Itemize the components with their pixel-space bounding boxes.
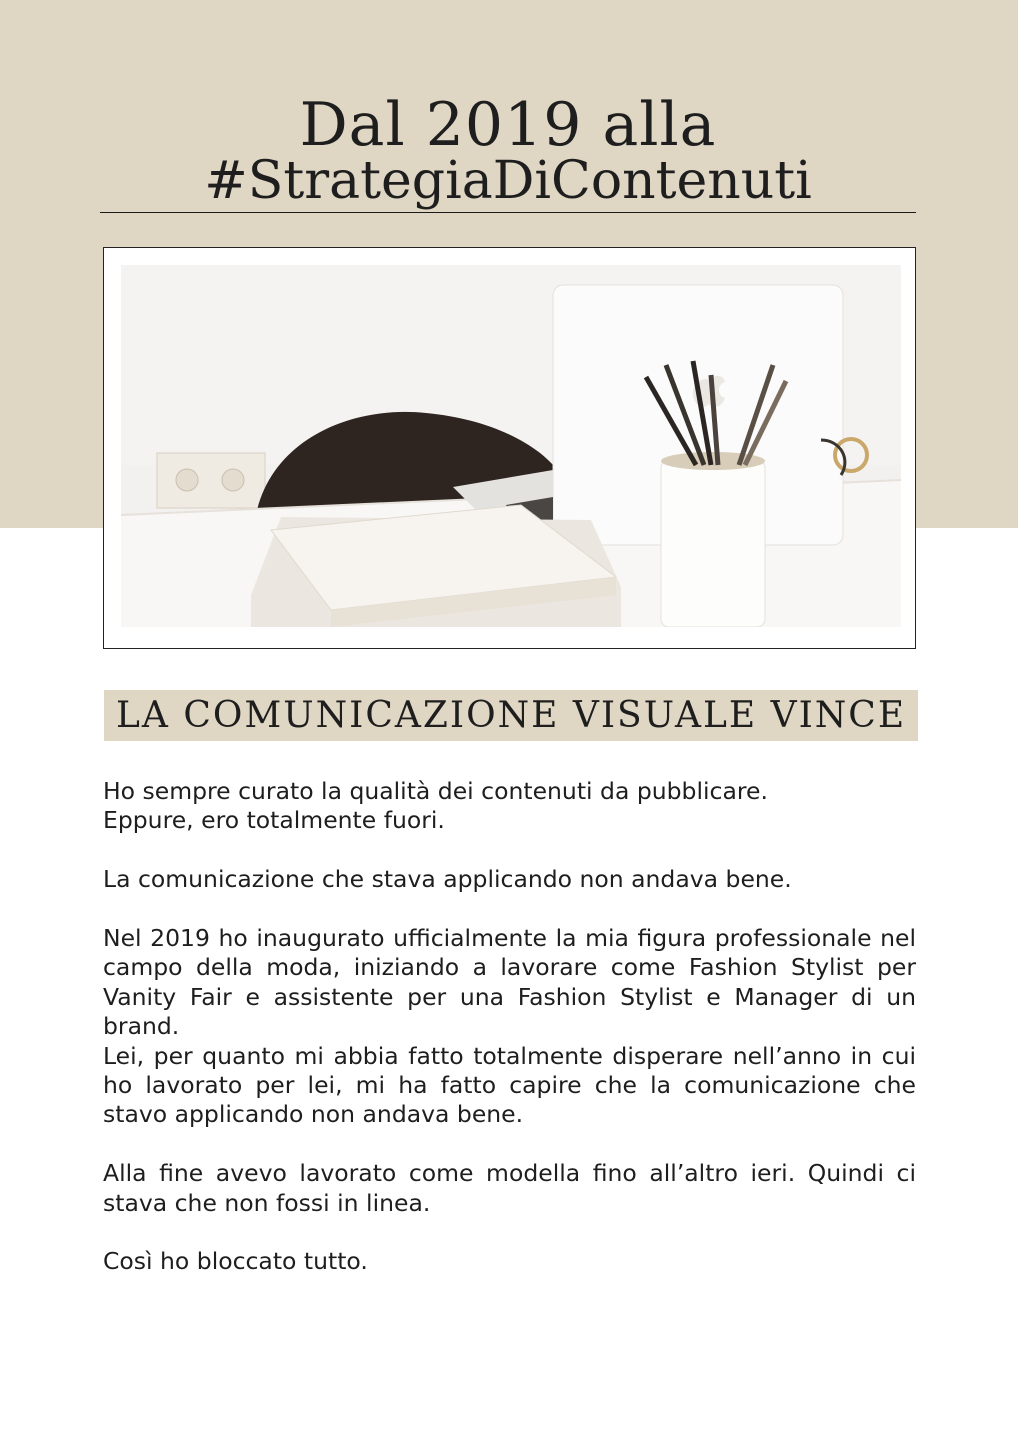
paragraph-6: Così ho bloccato tutto. [103, 1247, 368, 1276]
section-heading-band [104, 690, 918, 741]
paragraph-3: Nel 2019 ho inaugurato ufficialmente la mia figura professionale nel campo della moda, iniziando a lavorare come Fashion Stylist per Vanity Fair e assistente per una Fashion Stylist e Manager di un brand. [103, 924, 916, 1041]
desk-illustration [121, 265, 901, 627]
paragraph-1-line-2: Eppure, ero totalmente fuori. [103, 806, 445, 835]
title-line-2: #StrategiaDiContenuti [204, 151, 812, 211]
paragraph-1-line-1: Ho sempre curato la qualità dei contenuti da pubblicare. [103, 777, 768, 805]
paragraph-4: Lei, per quanto mi abbia fatto totalmente disperare nell’anno in cui ho lavorato per lei, mi ha fatto capire che la comunicazione che stavo applicando non andava bene. [103, 1041, 916, 1129]
page-title [100, 92, 916, 210]
title-line-1: Dal 2019 alla [299, 90, 717, 160]
section-title: LA COMUNICAZIONE VISUALE VINCE [116, 695, 907, 736]
desk-photo [121, 265, 901, 627]
paragraph-2: La comunicazione che stava applicando non andava bene. [103, 865, 792, 894]
paragraph-5: Alla fine avevo lavorato come modella fino all’altro ieri. Quindi ci stava che non fossi in linea. [103, 1159, 916, 1217]
body-text [103, 777, 916, 1277]
title-divider [100, 212, 916, 213]
photo-frame [103, 247, 916, 649]
